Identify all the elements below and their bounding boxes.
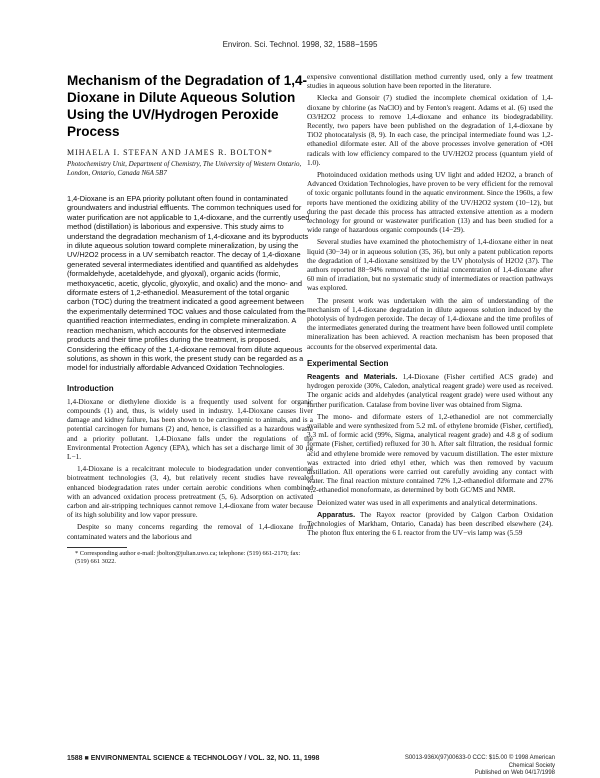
author-affiliation: Photochemistry Unit, Department of Chemistry, The University of Western Ontario, London, Ontario, Canada N6A 5B7 — [67, 160, 302, 177]
footer-journal-line: 1588 ■ ENVIRONMENTAL SCIENCE & TECHNOLOGY / VOL. 32, NO. 11, 1998 — [67, 755, 320, 762]
paragraph: Klecka and Gonsoir (7) studied the incomplete chemical oxidation of 1,4-dioxane by chlorine (as NaClO) and by Fenton's reagent. Adams et al. (6) used the O3/H2O2 process to remove 1,4-dioxane and enhance its biodegradability. Recently, two papers have been published on the degradation of 1,4-dioxane by TiO2 photocatalysis (8, 9). In each case, the principal intermediate found was 1,2-ethanediol diformate ester. All of the above processes involve generation of •OH radicals with low efficiency compared to the UV/H2O2 process (quantum yield of 1.0). — [307, 93, 553, 167]
paragraph: 1,4-Dioxane is a recalcitrant molecule to biodegradation under conventional biotreatment technologies (3, 4), but relatively recent studies have revealed enhanced biodegradation rates under certain aerobic conditions when combined with an advanced oxidation process pretreatment (5, 6). Adsorption on activated carbon and air-stripping techniques cannot remove 1,4-dioxane from water because of its high solubility and low vapor pressure. — [67, 464, 313, 520]
journal-citation: Environ. Sci. Technol. 1998, 32, 1588−1595 — [222, 40, 378, 49]
article-authors: MIHAELA I. STEFAN AND JAMES R. BOLTON* — [67, 148, 273, 157]
article-title: Mechanism of the Degradation of 1,4-Dioxane in Dilute Aqueous Solution Using the UV/Hydrogen Peroxide Process — [67, 73, 308, 139]
paragraph — [307, 372, 553, 409]
left-column — [67, 72, 313, 566]
footer-publication-date: Published on Web 04/17/1998 — [474, 770, 555, 776]
subheading-reagents: Reagents and Materials. — [307, 371, 398, 381]
page-footer-right — [380, 755, 555, 778]
paragraph: Deionized water was used in all experiments and analytical determinations. — [317, 497, 538, 507]
paragraph — [307, 510, 553, 538]
paragraph: Despite so many concerns regarding the removal of 1,4-dioxane from contaminated waters and the laborious and — [67, 522, 313, 541]
abstract: 1,4-Dioxane is an EPA priority pollutant often found in contaminated groundwaters and industrial effluents. The common techniques used for water purification are not applicable to 1,4-dioxane, and the currently used method (distillation) is laborious and expensive. This study aims to understand the degradation mechanism of 1,4-dioxane and its byproducts in dilute aqueous solution toward complete mineralization, by using the UV/H2O2 process in a UV semibatch reactor. The decay of 1,4-dioxane generated several intermediates identified and quantified as aldehydes (formaldehyde, acetaldehyde, and glyoxal), organic acids (formic, methoxyacetic, acetic, glycolic, glyoxylic, and oxalic) and the mono- and diformate esters of 1,2-ethanediol. Measurement of the total organic carbon (TOC) during the treatment indicated a good agreement between the experimentally determined TOC values and those calculated from the quantified reaction intermediates, ending in complete mineralization. A reaction mechanism, which accounts for the observed intermediate products and their time profiles during the treatment, is proposed. Considering the efficacy of the 1,4-dioxane removal from dilute aqueous solutions, as shown in this work, the present study can be regarded as a model for industrially affordable Advanced Oxidation Technologies. — [67, 194, 310, 373]
paragraph-text: The Rayox reactor (provided by Calgon Carbon Oxidation Technologies of Markham, Ontario, Canada) has been described elsewhere (24). The photon flux entering the 6 L reactor from the UV−vis lamp was (5.59 — [307, 509, 553, 538]
paragraph: Photoinduced oxidation methods using UV light and added H2O2, a branch of Advanced Oxidation Technologies, have proven to be very efficient for the removal of toxic organic pollutants found in the aquatic environment. Since the 1960s, a few reports have mentioned the oxidizing ability of the UV/H2O2 system (10−12), but during the past decade this process has attracted extensive attention as a modern technology for ground or wastewater purification (13) and has been studied for a wide range of hazardous organic compounds (14−29). — [307, 170, 553, 235]
paragraph: The mono- and diformate esters of 1,2-ethanediol are not commercially available and were synthesized from 5.2 mL of ethylene bromide (Fisher, certified), 3.3 mL of formic acid (99%, Sigma, analytical reagent grade) and 4.8 g of sodium formate (Fisher, certified) refluxed for 30 h. After salt filtration, the residual formic acid and ethylene bromide were removed by vacuum distillation. The ester mixture was extracted into dried ethyl ether, which was then removed by vacuum distillation. All operations were carried out carefully avoiding any contact with water. The final reaction mixture contained 72% 1,2-ethanediol diformate and 27% 1,2-ethanediol monoformate, as determined by both GC/MS and NMR. — [307, 411, 553, 495]
section-heading-experimental: Experimental Section — [307, 358, 389, 368]
footnote-divider — [67, 547, 127, 548]
section-heading-introduction: Introduction — [67, 383, 114, 393]
footer-copyright: S0013-936X(97)00633-0 CCC: $15.00 © 1998 American Chemical Society — [404, 755, 555, 769]
right-column — [307, 72, 553, 540]
page-footer-left — [67, 755, 319, 762]
subheading-apparatus: Apparatus. — [317, 509, 356, 519]
corresponding-author-footnote: * Corresponding author e-mail: jbolton@julian.uwo.ca; telephone: (519) 661-2170; fax: (519) 661 3022. — [75, 549, 301, 565]
paragraph: The present work was undertaken with the aim of understanding of the mechanism of 1,4-dioxane degradation in dilute aqueous solution induced by the photolysis of hydrogen peroxide. The decay of 1,4-dioxane and the time profiles of the intermediates generated during the treatment have been followed until complete mineralization has been achieved. A reaction mechanism has been proposed that accounts for the observed experimental data. — [307, 295, 553, 351]
paragraph-text: 1,4-Dioxane (Fisher certified ACS grade) and hydrogen peroxide (30%, Caledon, analytical reagent grade) were used as received. The organic acids and aldehydes (analytical reagent grade) were used without any further purification. Catalase from bovine liver was obtained from Sigma. — [307, 371, 554, 409]
paragraph: 1,4-Dioxane or diethylene dioxide is a frequently used solvent for organic compounds (1) and, thus, is widely used in industry. 1,4-Dioxane causes liver damage and kidney failure, has been shown to be carcinogenic to animals, and is a potential carcinogen for humans (2) and, hence, is classified as a hazardous waste and a priority pollutant. 1,4-Dioxane falls under the regulations of the Environmental Protection Agency (EPA), which has set a discharge limit of 30 μg L−1. — [67, 396, 313, 461]
paragraph: expensive conventional distillation method currently used, only a few treatment studies in aqueous solution have been reported in the literature. — [307, 72, 553, 91]
paragraph: Several studies have examined the photochemistry of 1,4-dioxane either in neat liquid (30−34) or in aqueous solution (35, 36), but only a patent publication reports the degradation of 1,4-dioxane sensitized by the UV photolysis of H2O2 (37). The authors reported 88−94% removal of the initial concentration of 1,4-dioxane after 60 min of irradiation, but no systematic study of intermediates or reaction pathways was explored. — [307, 237, 553, 293]
